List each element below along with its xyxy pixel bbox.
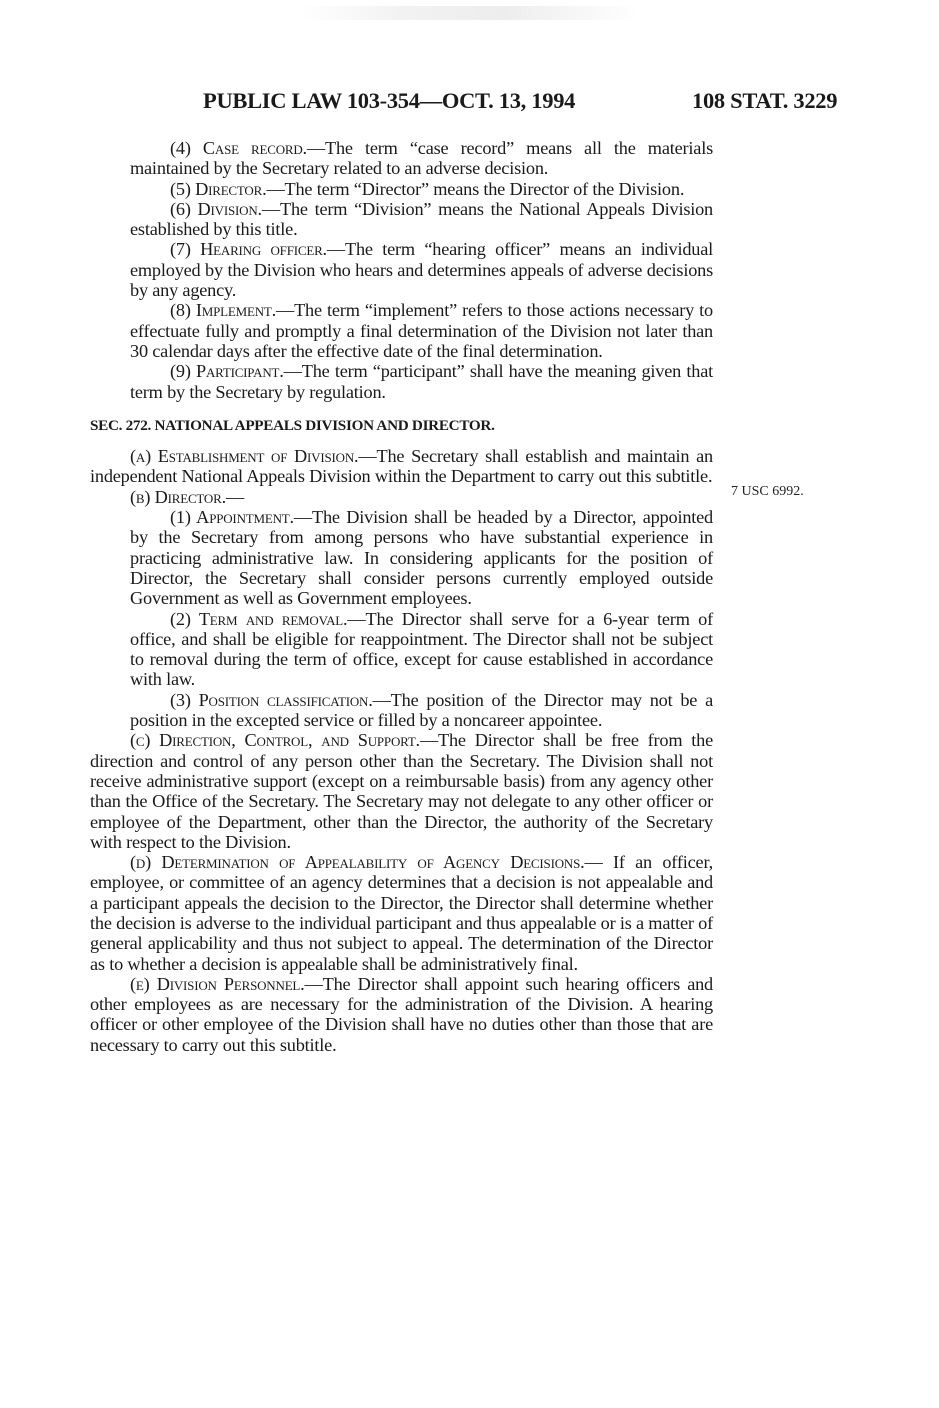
definition-6: (6) Division.—The term “Division” means the National Appeals Division established by this title. bbox=[130, 198, 713, 240]
definition-5: (5) Director.—The term “Director” means the Director of the Division. bbox=[170, 178, 685, 199]
subsection-a: (a) Establishment of Division.—The Secretary shall establish and maintain an independent National Appeals Division within the Department to carry out this subtitle. bbox=[90, 446, 713, 487]
definition-7: (7) Hearing officer.—The term “hearing officer” means an individual employed by the Division who hears and determines appeals of adverse decisions by any agency. bbox=[130, 239, 714, 301]
running-header: PUBLIC LAW 103-354—OCT. 13, 1994 bbox=[203, 88, 576, 113]
subsection-c: (c) Direction, Control, and Support.—The Director shall be free from the direction and control of any person other than the Secretary. The Division shall not receive administrative support (except on a reimbursable basis) from any agency other than the Office of the Secretary. The Secretary may not delegate to any other officer or employee of the Department, other than the Director, the authority of the Secretary with respect to the Division. bbox=[90, 730, 714, 852]
subsection-d: (d) Determination of Appealability of Agency Decisions.— If an officer, employee, or committee of an agency determines that a decision is not appealable and a participant appeals the decision to the Director, the Director shall determine whether the decision is adverse to the individual participant and thus appealable or is a matter of general applicability and thus not subject to appeal. The determination of the Director as to whether a decision is appealable shall be administratively final. bbox=[90, 852, 713, 974]
definition-4: (4) Case record.—The term “case record” means all the materials maintained by the Secretary related to an adverse decision. bbox=[130, 138, 714, 179]
subsection-e: (e) Division Personnel.—The Director shall appoint such hearing officers and other employees as are necessary for the administration of the Division. A hearing officer or other employee of the Division shall have no duties other than those that are necessary to carry out this subtitle. bbox=[90, 973, 713, 1055]
section-heading: SEC. 272. NATIONAL APPEALS DIVISION AND DIRECTOR. bbox=[90, 416, 495, 434]
paragraph-b2: (2) Term and removal.—The Director shall serve for a 6-year term of office, and shall be eligible for reappointment. The Director shall not be subject to removal during the term of office, except for cause established in accordance with law. bbox=[130, 608, 713, 690]
subsection-b: (b) Director.— bbox=[130, 486, 245, 507]
definition-9: (9) Participant.—The term “participant” shall have the meaning given that term by the Secretary by regulation. bbox=[130, 361, 713, 402]
statute-page-number: 108 STAT. 3229 bbox=[692, 88, 838, 113]
scan-smudge bbox=[300, 6, 640, 20]
paragraph-b3: (3) Position classification.—The position of the Director may not be a position in the excepted service or filled by a noncareer appointee. bbox=[130, 689, 713, 731]
document-body bbox=[90, 138, 713, 1055]
margin-citation: 7 USC 6992. bbox=[731, 484, 804, 499]
paragraph-b1: (1) Appointment.—The Division shall be headed by a Director, appointed by the Secretary from among persons who have substantial experience in practicing administrative law. In considering applicants for the position of Director, the Secretary shall consider persons currently employed outside Government as well as Government employees. bbox=[130, 507, 713, 609]
definition-8: (8) Implement.—The term “implement” refers to those actions necessary to effectuate fully and promptly a final determination of the Division not later than 30 calendar days after the effective date of the final determination. bbox=[130, 300, 713, 361]
